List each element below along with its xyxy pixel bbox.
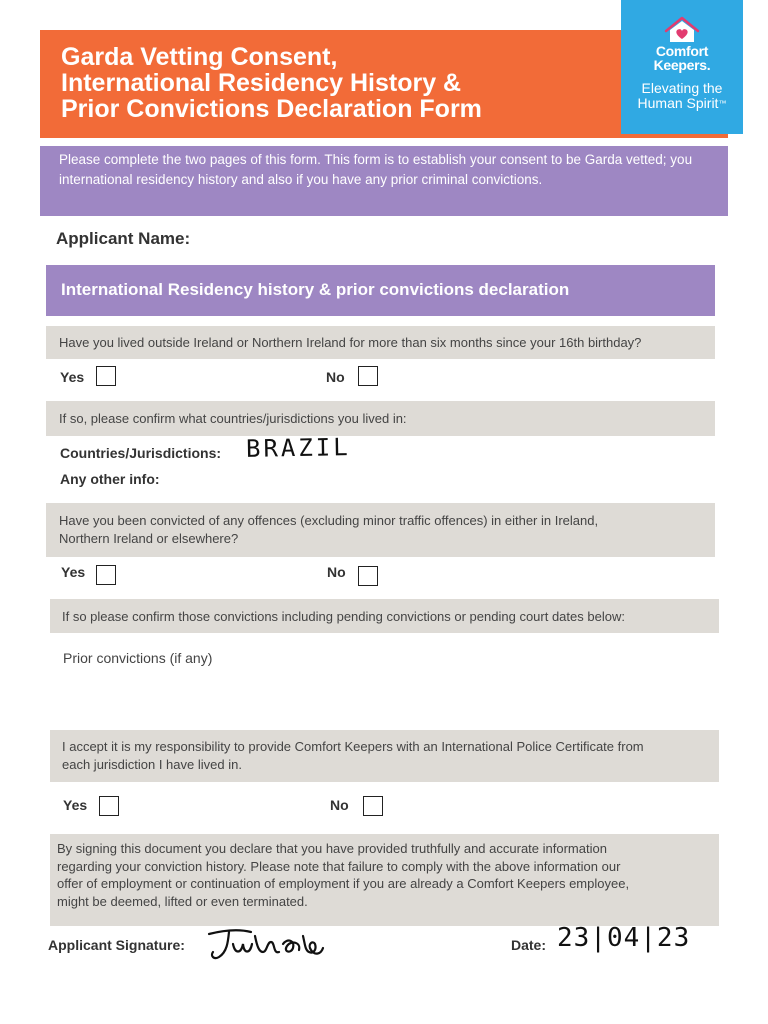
question-2-no-checkbox[interactable]: [358, 566, 378, 586]
question-3-yes-checkbox[interactable]: [99, 796, 119, 816]
form-title: [61, 44, 621, 122]
title-line-3: Prior Convictions Declaration Form: [61, 95, 482, 123]
question-3-no-label: No: [330, 797, 349, 813]
signature-label: Applicant Signature:: [48, 937, 185, 953]
other-info-label: Any other info:: [60, 471, 160, 487]
handwritten-signature[interactable]: [205, 926, 327, 962]
question-1-yes-checkbox[interactable]: [96, 366, 116, 386]
question-2-text: Have you been convicted of any offences (excluding minor traffic offences) in either in Ireland, Northern Ireland or elsewhere?: [59, 513, 599, 546]
section-title: International Residency history & prior convictions declaration: [61, 280, 570, 299]
logo-brand-name: Comfort Keepers.: [653, 43, 711, 73]
intro-text: Please complete the two pages of this form. This form is to establish your consent to be Garda vetted; you international residency history and also if you have any prior criminal convictions.: [59, 152, 693, 187]
prior-convictions-label: Prior convictions (if any): [63, 650, 213, 666]
logo-tagline: Elevating the Human Spirit™: [637, 80, 727, 111]
title-line-1: Garda Vetting Consent,: [61, 43, 338, 71]
question-2-yes-label: Yes: [61, 564, 86, 580]
question-2-followup-text: If so please confirm those convictions including pending convictions or pending court dates below:: [62, 609, 625, 624]
applicant-name-label: Applicant Name:: [56, 229, 191, 248]
question-3-text: I accept it is my responsibility to provide Comfort Keepers with an International Police Certificate from each jurisdiction I have lived in.: [62, 739, 644, 772]
declaration-text: By signing this document you declare that you have provided truthfully and accurate information regarding your conviction history. Please note that failure to comply with the above information our offer of employment or continuation of employment if you are already a Comfort Keepers employee, might be deemed, lifted or even terminated.: [57, 841, 630, 909]
question-2-yes-checkbox[interactable]: [96, 565, 116, 585]
countries-value[interactable]: BRAZIL: [245, 433, 351, 463]
house-heart-icon: [664, 16, 700, 44]
question-1-text: Have you lived outside Ireland or Northern Ireland for more than six months since your 16th birthday?: [59, 335, 642, 350]
question-3-no-checkbox[interactable]: [363, 796, 383, 816]
title-line-2: International Residency History &: [61, 69, 462, 97]
prior-convictions-field[interactable]: [60, 672, 715, 722]
date-label: Date:: [511, 937, 547, 953]
question-3-yes-label: Yes: [63, 797, 88, 813]
question-1-no-checkbox[interactable]: [358, 366, 378, 386]
question-1-no-label: No: [326, 369, 345, 385]
countries-label: Countries/Jurisdictions:: [60, 445, 222, 461]
question-2-no-label: No: [327, 564, 346, 580]
date-value[interactable]: 23|04|23: [557, 923, 691, 953]
question-1-yes-label: Yes: [60, 369, 85, 385]
question-1-followup-text: If so, please confirm what countries/jurisdictions you lived in:: [59, 411, 407, 426]
